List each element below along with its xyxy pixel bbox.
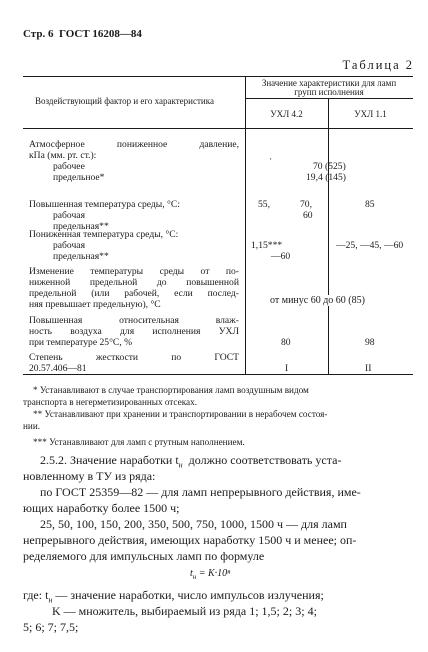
table-top-rule [23,76,413,77]
body-line-2: по ГОСТ 25359—82 — для ламп непрерывного действия, име- [40,485,361,499]
rig-val-1: I [285,363,289,374]
hi-line3: предельная** [53,221,109,232]
lo-line1: Пониженная температура среды, °С: [29,229,179,240]
hum-line3: при температуре 25°С, % [29,337,133,348]
atm-line4: предельное* [53,172,105,183]
formula-rest: = K·10ⁿ [198,568,231,579]
hi-val-a: 55, [258,199,270,210]
table-title: Таблица 2 [342,58,414,72]
change-line4: няя превышает предельную), °С [29,299,161,310]
hi-val-b: 70, [300,199,312,210]
formula-sub: н [192,573,197,581]
change-line1: Изменение температуры среды от по- [29,266,239,277]
atm-work-value: 70 (525) [313,161,346,172]
lo-val-a: 1,15*** [251,240,283,251]
formula [190,568,230,581]
where-rest: — значение наработки, число импульсов излучения; [55,588,324,602]
hi-line1: Повышенная температура среды, °С: [29,199,180,210]
hum-val-2: 98 [365,337,375,348]
page-number: Стр. 6 [23,28,54,40]
head-left: Воздействующий фактор и его характеристика [35,96,214,106]
lo-line2: рабочая [53,240,85,251]
body-line-1: новленному в ТУ из ряда: [23,469,156,483]
change-line2: ниженной предельной до повышенной [29,277,239,288]
para-rest: должно соответствовать уста- [188,453,342,467]
atm-line2: кПа (мм. рт. ст.): [29,150,97,161]
where-line-3: 5; 6; 7; 7,5; [23,620,79,634]
column-divider-1 [245,76,246,375]
col-header-1: УХЛ 4.2 [270,109,303,119]
atm-limit-value: 19,4 (145) [306,172,346,183]
body-line-5: непрерывного действия, имеющих наработку 1500 ч и менее; оп- [23,533,357,547]
characteristics-table [23,76,413,375]
lo-val-b: —60 [271,251,291,262]
para-start: 2.5.2. Значение наработки t [40,453,179,467]
standard-code: ГОСТ 16208—84 [58,28,142,40]
where-line-2: K — множитель, выбираемый из ряда 1; 1,5; 2; 3; 4; [52,604,317,618]
table-head-rule [23,128,413,129]
body-line-3: ющих наработку более 1500 ч; [23,501,180,515]
footnote-1a: * Устанавливают в случае транспортирования ламп воздушным видом [33,385,309,395]
footnote-1b: транспорта в негерметизированных отсеках. [23,397,197,407]
atm-dot: · [269,154,273,165]
page-header [23,28,142,40]
where-sub: н [48,595,53,605]
rig-val-2: II [365,363,372,374]
change-value: от минус 60 до 60 (85) [267,295,368,306]
col-header-2: УХЛ 1.1 [354,109,387,119]
rig-line1: Степень жесткости по ГОСТ [29,352,239,363]
lo-val-2: —25, —45, —60 [336,240,404,251]
hum-line2: ность воздуха для исполнения УХЛ [29,326,239,337]
footnote-2b: нии. [23,421,41,431]
hi-line2: рабочая [53,210,85,221]
subhead-rule [245,98,413,99]
formula-t: t [190,568,193,579]
where-t: где: t [23,588,49,602]
footnote-3: *** Устанавливают для ламп с ртутным наполнением. [33,437,245,447]
body-line-4: 25, 50, 100, 150, 200, 350, 500, 750, 1000, 1500 ч — для ламп [40,517,347,531]
rig-line2: 20.57.406—81 [29,363,87,374]
atm-line1: Атмосферное пониженное давление, [29,139,239,150]
footnote-2a: ** Устанавливают при хранении и транспортировании в нерабочем состоя- [33,409,328,419]
hi-val-c: 60 [303,210,313,221]
body-line-6: ределяемого для импульсных ламп по формуле [23,549,265,563]
column-divider-2 [328,98,329,375]
hi-val-2: 85 [365,199,375,210]
atm-line3: рабочее [53,161,85,172]
hum-val-1: 80 [281,337,291,348]
change-line3: предельной (или рабочей, если послед- [29,288,239,299]
table-bottom-rule [23,374,413,375]
t-subscript: н [178,460,183,470]
head-right-top-2: групп исполнения [294,87,364,97]
lo-line3: предельная** [53,251,109,262]
head-right-top-1: Значение характеристики для ламп [261,78,397,88]
hum-line1: Повышенная относительная влаж- [29,315,239,326]
